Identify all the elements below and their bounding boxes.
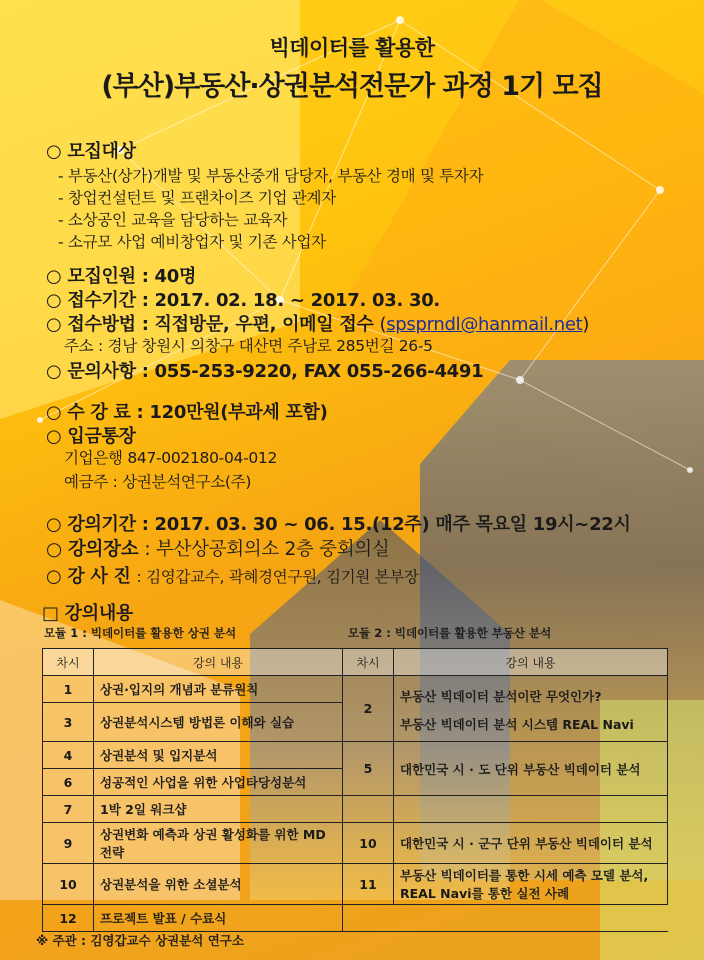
session-no: 3 (43, 703, 94, 742)
session-content: 부동산 빅데이터를 통한 시세 예측 모델 분석, REAL Navi를 통한 실전 사례 (394, 864, 668, 905)
table-row (43, 676, 668, 703)
poster-title: (부산)부동산·상권분석전문가 과정 1기 모집 (101, 71, 603, 102)
col-header: 강의 내용 (394, 649, 668, 676)
module2-label: 모듈 2 : 빅데이터를 활용한 부동산 분석 (348, 626, 552, 640)
session-content: 상권분석시스템 방법론 이해와 실습 (94, 703, 343, 742)
instructors-label: ○ 강 사 진 (46, 566, 137, 587)
session-no: 6 (43, 769, 94, 796)
col-header: 강의 내용 (94, 649, 343, 676)
table-row (43, 864, 668, 905)
session-content: 상권변화 예측과 상권 활성화를 위한 MD전략 (94, 823, 343, 864)
target-item: - 창업컨설턴트 및 프랜차이즈 기업 관계자 (58, 189, 336, 207)
recruit-count: ○ 모집인원 : 40명 (46, 266, 197, 287)
session-no: 1 (43, 676, 94, 703)
bank-holder: 예금주 : 상권분석연구소(주) (64, 473, 252, 491)
session-content: 1박 2일 워크샵 (94, 796, 343, 823)
bank-heading: ○ 입금통장 (46, 426, 136, 447)
session-content: 대한민국 시 · 군구 단위 부동산 빅데이터 분석 (394, 823, 668, 864)
col-header: 차시 (342, 649, 393, 676)
target-heading: ○ 모집대상 (46, 141, 136, 162)
target-item: - 소상공인 교육을 담당하는 교육자 (58, 211, 288, 229)
session-no: 2 (342, 676, 393, 742)
target-item: - 부동산(상가)개발 및 부동산중개 담당자, 부동산 경매 및 투자자 (58, 167, 484, 185)
session-content: 프로젝트 발표 / 수료식 (94, 905, 343, 932)
venue (46, 535, 389, 561)
organizer-note: ※ 주관 : 김영갑교수 상권분석 연구소 (36, 933, 244, 948)
table-header-row (43, 649, 668, 676)
address: 주소 : 경남 창원시 의창구 대산면 주남로 285번길 26-5 (64, 337, 433, 355)
session-no: 5 (342, 742, 393, 796)
session-no: 4 (43, 742, 94, 769)
session-content: 상권분석 및 입지분석 (94, 742, 343, 769)
session-no: 11 (342, 864, 393, 905)
session-no: 7 (43, 796, 94, 823)
venue-value: : 부산상공회의소 2층 중회의실 (144, 539, 390, 560)
application-period: ○ 접수기간 : 2017. 02. 18. ~ 2017. 03. 30. (46, 290, 440, 311)
target-item: - 소규모 사업 예비창업자 및 기존 사업자 (58, 233, 326, 251)
instructors (46, 562, 419, 588)
table-row (43, 796, 668, 823)
session-content: 성공적인 사업을 위한 사업타당성분석 (94, 769, 343, 796)
application-method: ○ 접수방법 : 직접방문, 우편, 이메일 접수 (spsprndl@hanmail.net) (46, 314, 590, 335)
course-heading: □ 강의내용 (42, 603, 134, 624)
session-no: 10 (43, 864, 94, 905)
application-method-text: ○ 접수방법 : 직접방문, 우편, 이메일 접수 (46, 314, 374, 335)
bank-account: 기업은행 847-002180-04-012 (64, 449, 278, 467)
session-no: 9 (43, 823, 94, 864)
poster-subtitle: 빅데이터를 활용한 (269, 36, 435, 60)
table-row (43, 905, 668, 932)
contact-info: ○ 문의사항 : 055-253-9220, FAX 055-266-4491 (46, 361, 484, 382)
venue-label: ○ 강의장소 (46, 539, 145, 560)
col-header: 차시 (43, 649, 94, 676)
session-content: 상권·입지의 개념과 분류원칙 (94, 676, 343, 703)
lecture-period: ○ 강의기간 : 2017. 03. 30 ~ 06. 15.(12주) 매주 목요일 19시~22시 (46, 514, 631, 535)
table-row (43, 823, 668, 864)
session-content: 상권분석을 위한 소셜분석 (94, 864, 343, 905)
table-row (43, 742, 668, 769)
session-no: 10 (342, 823, 393, 864)
tuition-fee: ○ 수 강 료 : 120만원(부과세 포함) (46, 402, 328, 423)
course-table (42, 648, 668, 932)
session-content: 부동산 빅데이터 분석이란 무엇인가? 부동산 빅데이터 분석 시스템 REAL Navi (394, 676, 668, 742)
email-link[interactable]: spsprndl@hanmail.net (386, 314, 583, 335)
session-content: 대한민국 시 · 도 단위 부동산 빅데이터 분석 (394, 742, 668, 796)
session-no: 12 (43, 905, 94, 932)
instructors-value: : 김영갑교수, 곽혜경연구원, 김기원 본부장 (136, 568, 419, 586)
module1-label: 모듈 1 : 빅데이터를 활용한 상권 분석 (44, 626, 237, 640)
